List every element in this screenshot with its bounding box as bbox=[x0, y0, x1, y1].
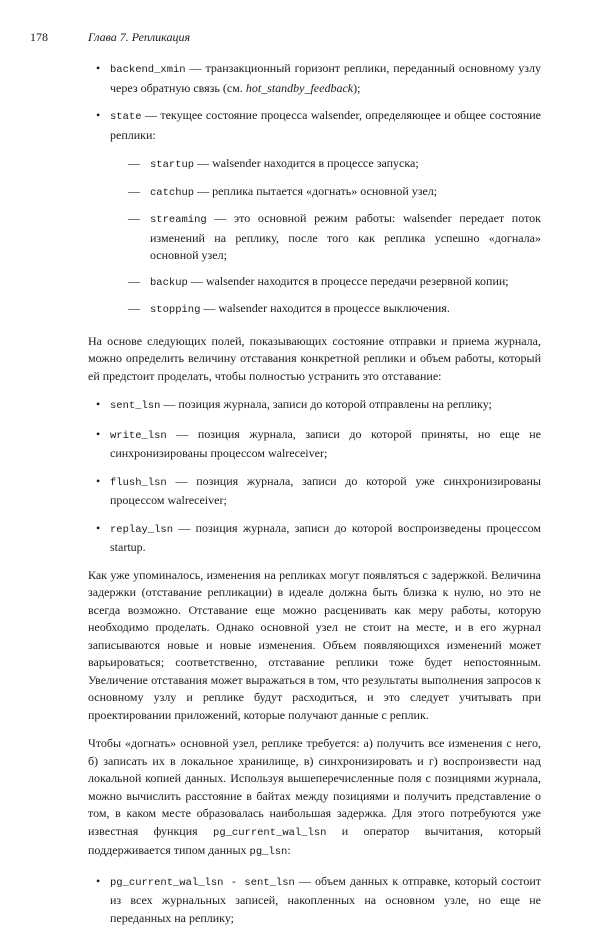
state-name: streaming bbox=[150, 214, 207, 226]
state-name: catchup bbox=[150, 186, 195, 199]
description-end: ); bbox=[353, 80, 361, 95]
lag-expressions-list bbox=[88, 873, 541, 928]
state-name: startup bbox=[150, 159, 195, 171]
list-item-stopping bbox=[110, 300, 541, 320]
paragraph-text: Чтобы «догнать» основной узел, реплике требуется: а) получить все изменения с него, б) записать их в локальное хранилище, в) синхронизировать и г) воспроизвести над локальной копией данных. Используя вышеперечисленные поля с позициями журнала, можно вычислить расстояние в байтах между позициями и получить представление о том, в каком месте образовалась наибольшая задержка. Для этого потребуются уже известная функция bbox=[88, 736, 541, 838]
field-name: backend_xmin bbox=[110, 64, 186, 76]
list-item-write-lsn bbox=[88, 426, 541, 463]
field-name: sent_lsn bbox=[110, 400, 161, 412]
list-item-streaming bbox=[110, 210, 541, 265]
state-name: backup bbox=[150, 276, 188, 289]
field-description: — позиция журнала, записи до которой воспроизведены процессом startup. bbox=[110, 520, 541, 554]
state-description: — реплика пытается «догнать» основной узел; bbox=[194, 183, 438, 198]
state-description: — walsender находится в процессе выключения. bbox=[200, 301, 450, 315]
parameter-reference: hot_standby_feedback bbox=[245, 80, 354, 95]
expression: pg_current_wal_lsn - sent_lsn bbox=[110, 876, 295, 889]
page-number: 178 bbox=[30, 30, 48, 44]
field-description: — транзакционный горизонт реплики, переданный основному узлу через обратную связь (см. bbox=[110, 61, 541, 95]
field-description: — текущее состояние процесса walsender, определяющее и общее состояние реплики: bbox=[110, 108, 541, 142]
state-description: — walsender находится в процессе передачи резервной копии; bbox=[187, 273, 509, 288]
paragraph-catchup-steps bbox=[88, 735, 541, 862]
field-description: — позиция журнала, записи до которой уже синхронизированы процессом walreceiver; bbox=[110, 473, 541, 507]
data-type-name: pg_lsn bbox=[249, 846, 288, 858]
function-name: pg_current_wal_lsn bbox=[213, 826, 327, 839]
list-item-backend-xmin bbox=[88, 60, 541, 97]
field-name: replay_lsn bbox=[110, 523, 174, 536]
list-item-startup bbox=[110, 155, 541, 175]
list-item-backup bbox=[110, 273, 541, 293]
paragraph-lsn-intro: На основе следующих полей, показывающих состояние отправки и приема журнала, можно определить величину отставания конкретной реплики и объем работы, который ей предстоит проделать, чтобы полностью устранить это отставание: bbox=[88, 333, 541, 383]
chapter-title: Глава 7. Репликация bbox=[88, 30, 191, 44]
state-description: — walsender находится в процессе запуска; bbox=[194, 156, 419, 170]
lsn-fields-list bbox=[88, 396, 541, 557]
field-description: — позиция журнала, записи до которой приняты, но еще не синхронизированы процессом walreceiver; bbox=[110, 426, 541, 460]
field-name: write_lsn bbox=[110, 429, 167, 442]
field-name: state bbox=[110, 111, 142, 123]
state-name: stopping bbox=[150, 304, 201, 316]
expression-description: — объем данных к отправке, который состоит из всех журнальных записей, накопленных на основном узле, но еще не переданных на реплику; bbox=[110, 873, 542, 925]
page-body bbox=[88, 60, 541, 937]
list-item-flush-lsn bbox=[88, 473, 541, 510]
field-name: flush_lsn bbox=[110, 476, 167, 489]
list-item-state bbox=[88, 107, 541, 320]
state-values-list bbox=[110, 155, 541, 320]
list-item-sent-lsn bbox=[88, 396, 541, 416]
list-item-replay-lsn bbox=[88, 520, 541, 557]
list-item-catchup bbox=[110, 183, 541, 203]
state-description: — это основной режим работы: walsender передает поток изменений на реплику, после того как реплика успешно «догнала» основной узел; bbox=[150, 211, 541, 262]
paragraph-text-end: : bbox=[287, 843, 291, 857]
replication-fields-list bbox=[88, 60, 541, 320]
paragraph-text-mid: и оператор вычитания, который поддерживается типом данных bbox=[88, 823, 542, 857]
list-item-send-lag bbox=[88, 873, 541, 928]
field-description: — позиция журнала, записи до которой отправлены на реплику; bbox=[160, 397, 492, 411]
paragraph-replication-lag: Как уже упоминалось, изменения на репликах могут появляться с задержкой. Величина задержки (отставание репликации) в идеале должна быть близка к нулю, но это не всегда возможно. Отставание еще можно расценивать как меру работы, которую необходимо проделать. Однако основной узел не стоит на месте, и в его журнал записываются новые и новые изменения. Объем появляющихся изменений может варьироваться; соответственно, отставание реплики тоже будет непостоянным. Увеличение отставания может выражаться в том, что результаты выполнения запросов к основному узлу и реплике будут расходиться, и это следует учитывать при проектировании приложений, которые получают данные с реплик. bbox=[88, 567, 541, 722]
